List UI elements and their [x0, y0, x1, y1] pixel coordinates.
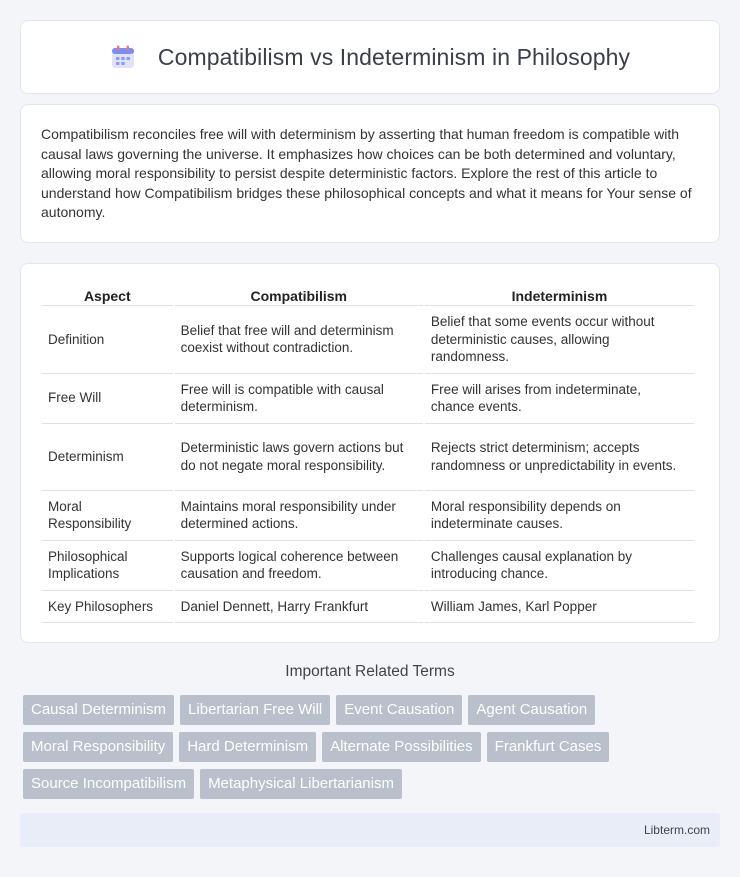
intro-text: Compatibilism reconciles free will with determinism by asserting that human freedom is compatible with causal laws governing the universe. It emphasizes how choices can be both determined and voluntary, allowing moral responsibility to persist despite deterministic factors. Explore the rest of this article to understand how Compatibilism bridges these philosophical concepts and what it means for Your sense of autonomy. [41, 126, 692, 221]
cell-compatibilism: Free will is compatible with causal determinism. [175, 374, 423, 424]
cell-aspect: Philosophical Implications [42, 541, 173, 591]
related-terms-title: Important Related Terms [285, 663, 455, 680]
intro-card [20, 104, 720, 243]
tag-metaphysical-libertarianism[interactable]: Metaphysical Libertarianism [200, 769, 402, 799]
cell-compatibilism: Deterministic laws govern actions but do not negate moral responsibility. [175, 424, 423, 491]
header-card [20, 20, 720, 94]
cell-indeterminism: Rejects strict determinism; accepts randomness or unpredictability in events. [425, 424, 694, 491]
header-compatibilism: Compatibilism [175, 284, 423, 306]
related-terms-list [23, 695, 723, 806]
cell-indeterminism: Free will arises from indeterminate, chance events. [425, 374, 694, 424]
tag-hard-determinism[interactable]: Hard Determinism [179, 732, 316, 762]
footer [20, 813, 720, 847]
cell-compatibilism: Daniel Dennett, Harry Frankfurt [175, 591, 423, 624]
cell-compatibilism: Supports logical coherence between causation and freedom. [175, 541, 423, 591]
header-indeterminism: Indeterminism [425, 284, 694, 306]
header-aspect: Aspect [42, 284, 173, 306]
table-row [42, 374, 694, 424]
tag-event-causation[interactable]: Event Causation [336, 695, 462, 725]
table-row [42, 491, 694, 541]
cell-indeterminism: Belief that some events occur without deterministic causes, allowing randomness. [425, 306, 694, 374]
comparison-table-card [20, 263, 720, 643]
table-row [42, 541, 694, 591]
page-title: Compatibilism vs Indeterminism in Philosophy [157, 43, 631, 70]
cell-indeterminism: Challenges causal explanation by introducing chance. [425, 541, 694, 591]
tag-causal-determinism[interactable]: Causal Determinism [23, 695, 174, 725]
table-row [42, 306, 694, 374]
cell-indeterminism: William James, Karl Popper [425, 591, 694, 624]
footer-site-link[interactable]: Libterm.com [643, 823, 710, 837]
cell-compatibilism: Maintains moral responsibility under determined actions. [175, 491, 423, 541]
tag-alternate-possibilities[interactable]: Alternate Possibilities [322, 732, 481, 762]
cell-aspect: Free Will [42, 374, 173, 424]
tag-frankfurt-cases[interactable]: Frankfurt Cases [487, 732, 610, 762]
tag-moral-responsibility[interactable]: Moral Responsibility [23, 732, 173, 762]
calendar-icon [110, 44, 136, 70]
table-header-row [42, 284, 694, 306]
cell-aspect: Key Philosophers [42, 591, 173, 624]
cell-aspect: Moral Responsibility [42, 491, 173, 541]
table-row [42, 424, 694, 491]
tag-source-incompatibilism[interactable]: Source Incompatibilism [23, 769, 194, 799]
tag-agent-causation[interactable]: Agent Causation [468, 695, 595, 725]
tag-libertarian-free-will[interactable]: Libertarian Free Will [180, 695, 330, 725]
table-row [42, 591, 694, 624]
cell-indeterminism: Moral responsibility depends on indeterminate causes. [425, 491, 694, 541]
comparison-table [40, 284, 696, 623]
cell-aspect: Determinism [42, 424, 173, 491]
cell-compatibilism: Belief that free will and determinism coexist without contradiction. [175, 306, 423, 374]
cell-aspect: Definition [42, 306, 173, 374]
